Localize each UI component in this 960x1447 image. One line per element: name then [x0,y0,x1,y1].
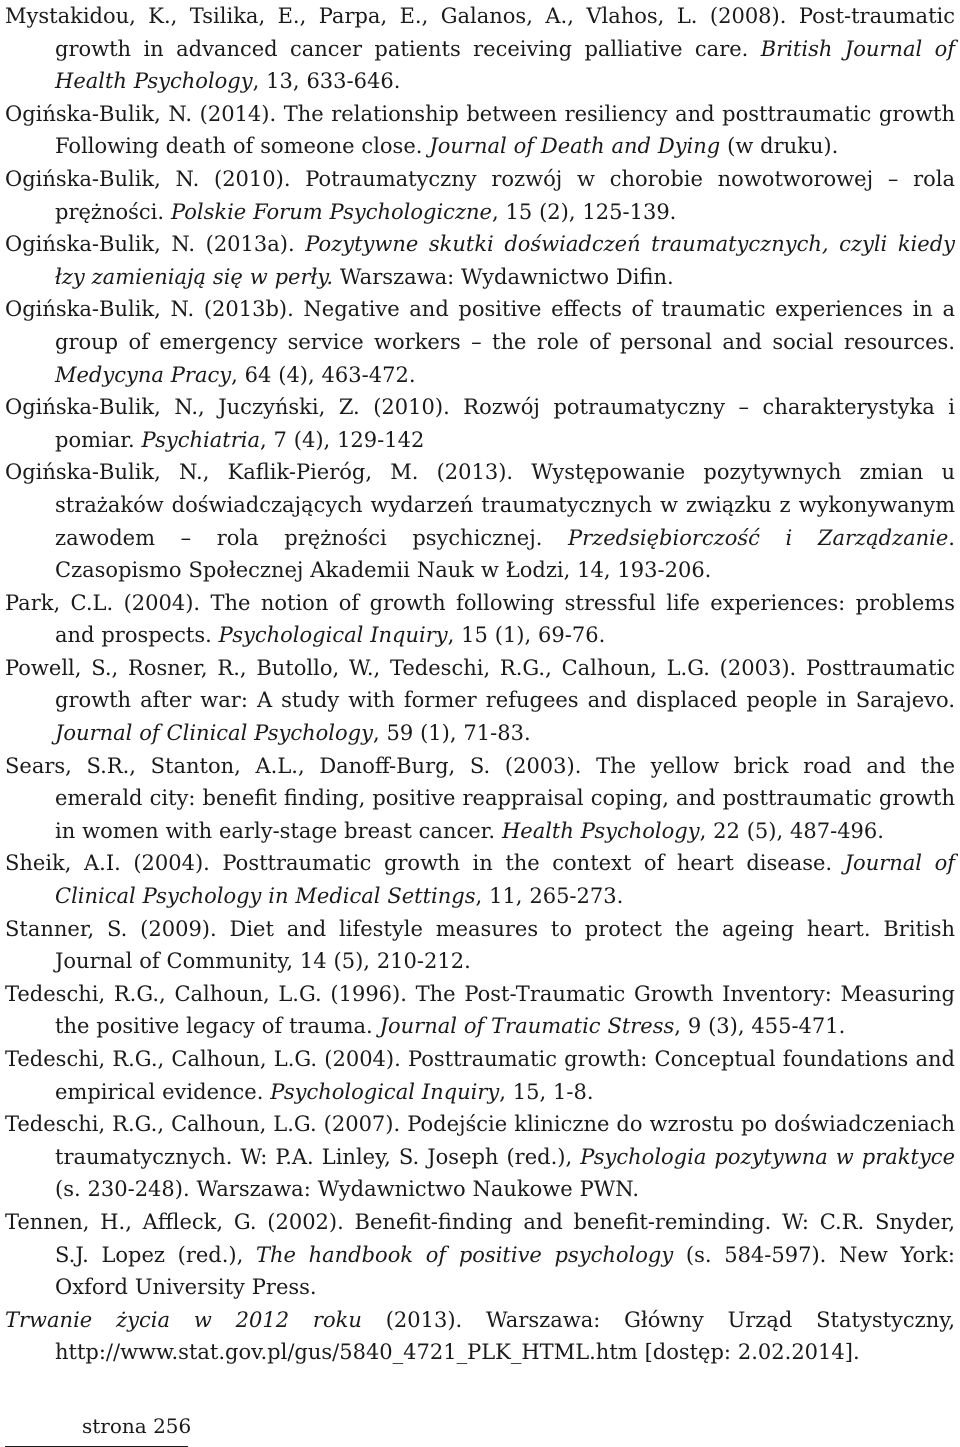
reference-entry: Mystakidou, K., Tsilika, E., Parpa, E., Galanos, A., Vlahos, L. (2008). Post-traumatic growth in advanced cancer patients receiving palliative care. British Journal of Health Psychology, 13, 633-646. [5,4,955,94]
reference-entry: Trwanie życia w 2012 roku (2013). Warszawa: Główny Urząd Statystyczny, http://www.stat.gov.pl/gus/5840_4721_PLK_HTML.htm [dostęp: 2.02.2014]. [5,1307,955,1365]
reference-entry: Tennen, H., Affleck, G. (2002). Benefit-finding and benefit-reminding. W: C.R. Snyder, S.J. Lopez (red.), The handbook of positive psychology (s. 584-597). New York: Oxford University Press. [5,1209,955,1300]
reference-entry: Sheik, A.I. (2004). Posttraumatic growth in the context of heart disease. Journal of Clinical Psychology in Medical Settings, 11, 265-273. [5,851,955,909]
reference-entry: Tedeschi, R.G., Calhoun, L.G. (2004). Posttraumatic growth: Conceptual foundations and empirical evidence. Psychological Inquiry, 15, 1-8. [5,1047,955,1104]
reference-entry: Ogińska-Bulik, N. (2014). The relationship between resiliency and posttraumatic growth Following death of someone close. Journal of Death and Dying (w druku). [5,101,955,159]
reference-entry: Ogińska-Bulik, N. (2013b). Negative and positive effects of traumatic experiences in a group of emergency service workers – the role of personal and social resources. Medycyna Pracy, 64 (4), 463-472. [5,297,955,387]
reference-entry: Powell, S., Rosner, R., Butollo, W., Tedeschi, R.G., Calhoun, L.G. (2003). Posttraumatic growth after war: A study with former refugees and displaced people in Sarajevo. Journal of Clinical Psychology, 59 (1), 71-83. [5,655,955,746]
reference-entry: Sears, S.R., Stanton, A.L., Danoff-Burg, S. (2003). The yellow brick road and the emerald city: benefit finding, positive reappraisal coping, and posttraumatic growth in women with early-stage breast cancer. Health Psychology, 22 (5), 487-496. [5,753,955,843]
reference-entry: Ogińska-Bulik, N. (2010). Potraumatyczny rozwój w chorobie nowotworowej – rola prężności. Polskie Forum Psychologiczne, 15 (2), 125-139. [5,166,955,224]
reference-entry: Tedeschi, R.G., Calhoun, L.G. (1996). The Post-Traumatic Growth Inventory: Measuring the positive legacy of trauma. Journal of Traumatic Stress, 9 (3), 455-471. [5,981,955,1039]
reference-entry: Ogińska-Bulik, N. (2013a). Pozytywne skutki doświadczeń traumatycznych, czyli kiedy łzy zamieniają się w perły. Warszawa: Wydawnictwo Difin. [5,232,956,289]
reference-list [5,0,955,1369]
reference-entry: Tedeschi, R.G., Calhoun, L.G. (2007). Podejście kliniczne do wzrostu po doświadczeniach traumatycznych. W: P.A. Linley, S. Joseph (red.), Psychologia pozytywna w praktyce (s. 230-248). Warszawa: Wydawnictwo Naukowe PWN. [5,1112,955,1202]
reference-entry: Ogińska-Bulik, N., Kaflik-Pieróg, M. (2013). Występowanie pozytywnych zmian u strażaków doświadczających wydarzeń traumatycznych w związku z wykonywanym zawodem – rola prężności psychicznej. Przedsiębiorczość i Zarządzanie. Czasopismo Społecznej Akademii Nauk w Łodzi, 14, 193-206. [5,460,955,583]
reference-entry: Ogińska-Bulik, N., Juczyński, Z. (2010). Rozwój potraumatyczny – charakterystyka i pomiar. Psychiatria, 7 (4), 129-142 [5,395,955,452]
reference-entry: Stanner, S. (2009). Diet and lifestyle measures to protect the ageing heart. British Journal of Community, 14 (5), 210-212. [5,916,955,974]
reference-entry: Park, C.L. (2004). The notion of growth following stressful life experiences: problems and prospects. Psychological Inquiry, 15 (1), 69-76. [5,590,955,648]
page-number: strona 256 [82,1414,192,1438]
